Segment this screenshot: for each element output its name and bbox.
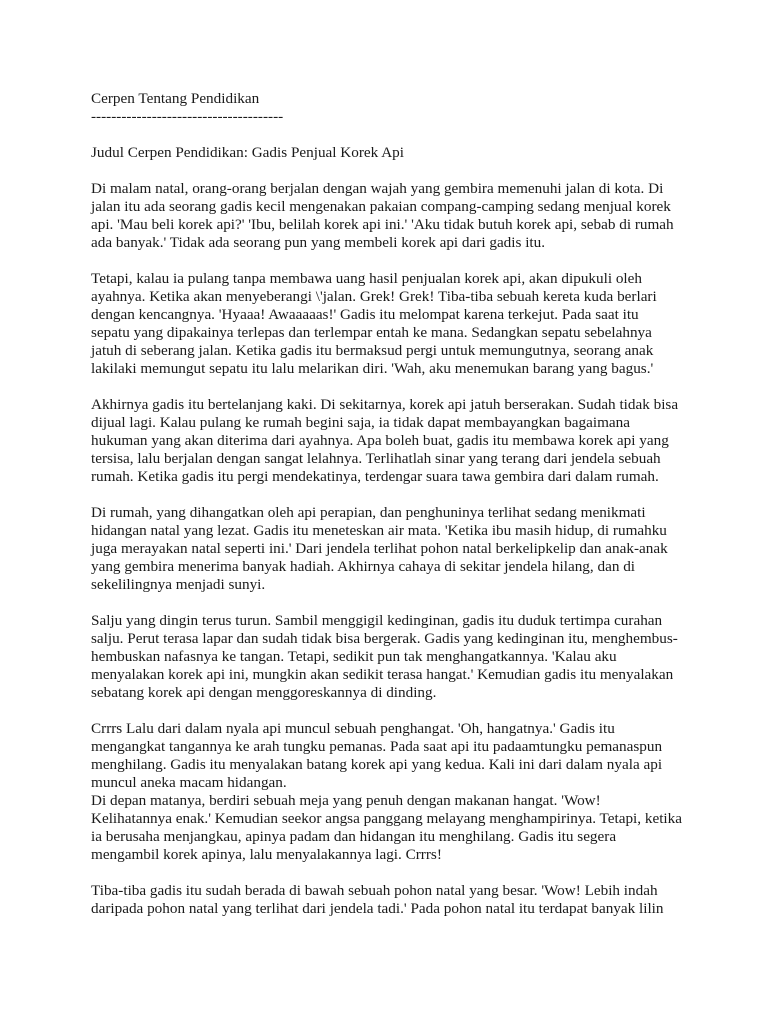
paragraph-line: juga merayakan natal seperti ini.' Dari jendela terlihat pohon natal berkelipkelip dan anak-anak <box>91 540 668 557</box>
paragraph-line: dijual lagi. Kalau pulang ke rumah begini saja, ia tidak dapat membayangkan bagaimana <box>91 414 630 431</box>
spacer <box>91 252 681 270</box>
paragraph-line: mengangkat tangannya ke arah tungku pemanas. Pada saat api itu padaamtungku pemanaspun <box>91 738 663 755</box>
paragraph-line: hembuskan nafasnya ke tangan. Tetapi, sedikit pun tak menghangatkannya. 'Kalau aku <box>91 648 617 665</box>
spacer <box>91 126 681 144</box>
paragraph-line: menghilang. Gadis itu menyalakan batang korek api yang kedua. Kali ini dari dalam nyala api <box>91 756 663 773</box>
paragraph-line: Kelihatannya enak.' Kemudian seekor angsa panggang melayang menghampirinya. Tetapi, ketika <box>91 810 682 827</box>
paragraph-line: sebatang korek api dengan menggoreskannya di dinding. <box>91 684 437 701</box>
paragraph-line: Tetapi, kalau ia pulang tanpa membawa uang hasil penjualan korek api, akan dipukuli oleh <box>91 270 642 287</box>
paragraph-line: ia berusaha menjangkau, apinya padam dan hidangan itu menghilang. Gadis itu segera <box>91 828 617 845</box>
paragraph-line: api. 'Mau beli korek api?' 'Ibu, belilah korek api ini.' 'Aku tidak butuh korek api, sebab di rumah <box>91 216 674 233</box>
paragraph-line: dengan kencangnya. 'Hyaaa! Awaaaaas!' Gadis itu melompat karena terkejut. Pada saat itu <box>91 306 639 323</box>
paragraph <box>91 882 681 918</box>
paragraph <box>91 612 681 702</box>
paragraph-line: Akhirnya gadis itu bertelanjang kaki. Di sekitarnya, korek api jatuh berserakan. Sudah tidak bisa <box>91 396 679 413</box>
paragraph-line: rumah. Ketika gadis itu pergi mendekatinya, terdengar suara tawa gembira dari dalam rumah. <box>91 468 659 485</box>
paragraph-line: sekelilingnya menjadi sunyi. <box>91 576 266 593</box>
paragraph-line: lakilaki memungut sepatu itu lalu melarikan diri. 'Wah, aku menemukan barang yang bagus.' <box>91 360 654 377</box>
paragraph-line: ada banyak.' Tidak ada seorang pun yang membeli korek api dari gadis itu. <box>91 234 546 251</box>
title-divider: -------------------------------------- <box>91 108 284 125</box>
document-content <box>91 90 681 918</box>
paragraph-line: Di rumah, yang dihangatkan oleh api perapian, dan penghuninya terlihat sedang menikmati <box>91 504 646 521</box>
story-title: Judul Cerpen Pendidikan: Gadis Penjual Korek Api <box>91 144 404 161</box>
paragraph-line: jatuh di seberang jalan. Ketika gadis itu bermaksud pergi untuk memungutnya, seorang anak <box>91 342 654 359</box>
paragraph <box>91 504 681 594</box>
paragraph <box>91 270 681 378</box>
paragraph-line: yang gembira menerima banyak hadiah. Akhirnya cahaya di sekitar jendela hilang, dan di <box>91 558 636 575</box>
paragraph-line: ayahnya. Ketika akan menyeberangi \'jalan. Grek! Grek! Tiba-tiba sebuah kereta kuda berlari <box>91 288 657 305</box>
spacer <box>91 702 681 720</box>
spacer <box>91 378 681 396</box>
paragraph-line: hukuman yang akan diterima dari ayahnya. Apa boleh buat, gadis itu membawa korek api yang <box>91 432 669 449</box>
paragraph-line: Tiba-tiba gadis itu sudah berada di bawah sebuah pohon natal yang besar. 'Wow! Lebih indah <box>91 882 658 899</box>
spacer <box>91 594 681 612</box>
paragraph-line: tersisa, lalu berjalan dengan sangat lelahnya. Terlihatlah sinar yang terang dari jendela sebuah <box>91 450 661 467</box>
paragraph <box>91 396 681 486</box>
paragraph-line: Salju yang dingin terus turun. Sambil menggigil kedinginan, gadis itu duduk tertimpa curahan <box>91 612 663 629</box>
paragraph-line: muncul aneka macam hidangan. <box>91 774 287 791</box>
paragraph <box>91 180 681 252</box>
paragraph-line: Di depan matanya, berdiri sebuah meja yang penuh dengan makanan hangat. 'Wow! <box>91 792 601 809</box>
paragraph-line: salju. Perut terasa lapar dan sudah tidak bisa bergerak. Gadis yang kedinginan itu, menghembus- <box>91 630 678 647</box>
paragraph-line: Crrrs Lalu dari dalam nyala api muncul sebuah penghangat. 'Oh, hangatnya.' Gadis itu <box>91 720 615 737</box>
paragraph-line: daripada pohon natal yang terlihat dari jendela tadi.' Pada pohon natal itu terdapat banyak lilin <box>91 900 664 917</box>
spacer <box>91 864 681 882</box>
paragraph <box>91 720 681 864</box>
spacer <box>91 162 681 180</box>
paragraph-line: mengambil korek apinya, lalu menyalakannya lagi. Crrrs! <box>91 846 442 863</box>
paragraph-line: sepatu yang dipakainya terlepas dan terlempar entah ke mana. Sedangkan sepatu sebelahnya <box>91 324 652 341</box>
paragraph-line: Di malam natal, orang-orang berjalan dengan wajah yang gembira memenuhi jalan di kota. Di <box>91 180 664 197</box>
paragraph-line: hidangan natal yang lezat. Gadis itu meneteskan air mata. 'Ketika ibu masih hidup, di rumahku <box>91 522 667 539</box>
page-title: Cerpen Tentang Pendidikan <box>91 90 260 107</box>
spacer <box>91 486 681 504</box>
paragraph-line: menyalakan korek api ini, mungkin akan sedikit terasa hangat.' Kemudian gadis itu menyalakan <box>91 666 674 683</box>
paragraph-line: jalan itu ada seorang gadis kecil mengenakan pakaian compang-camping sedang menjual korek <box>91 198 671 215</box>
